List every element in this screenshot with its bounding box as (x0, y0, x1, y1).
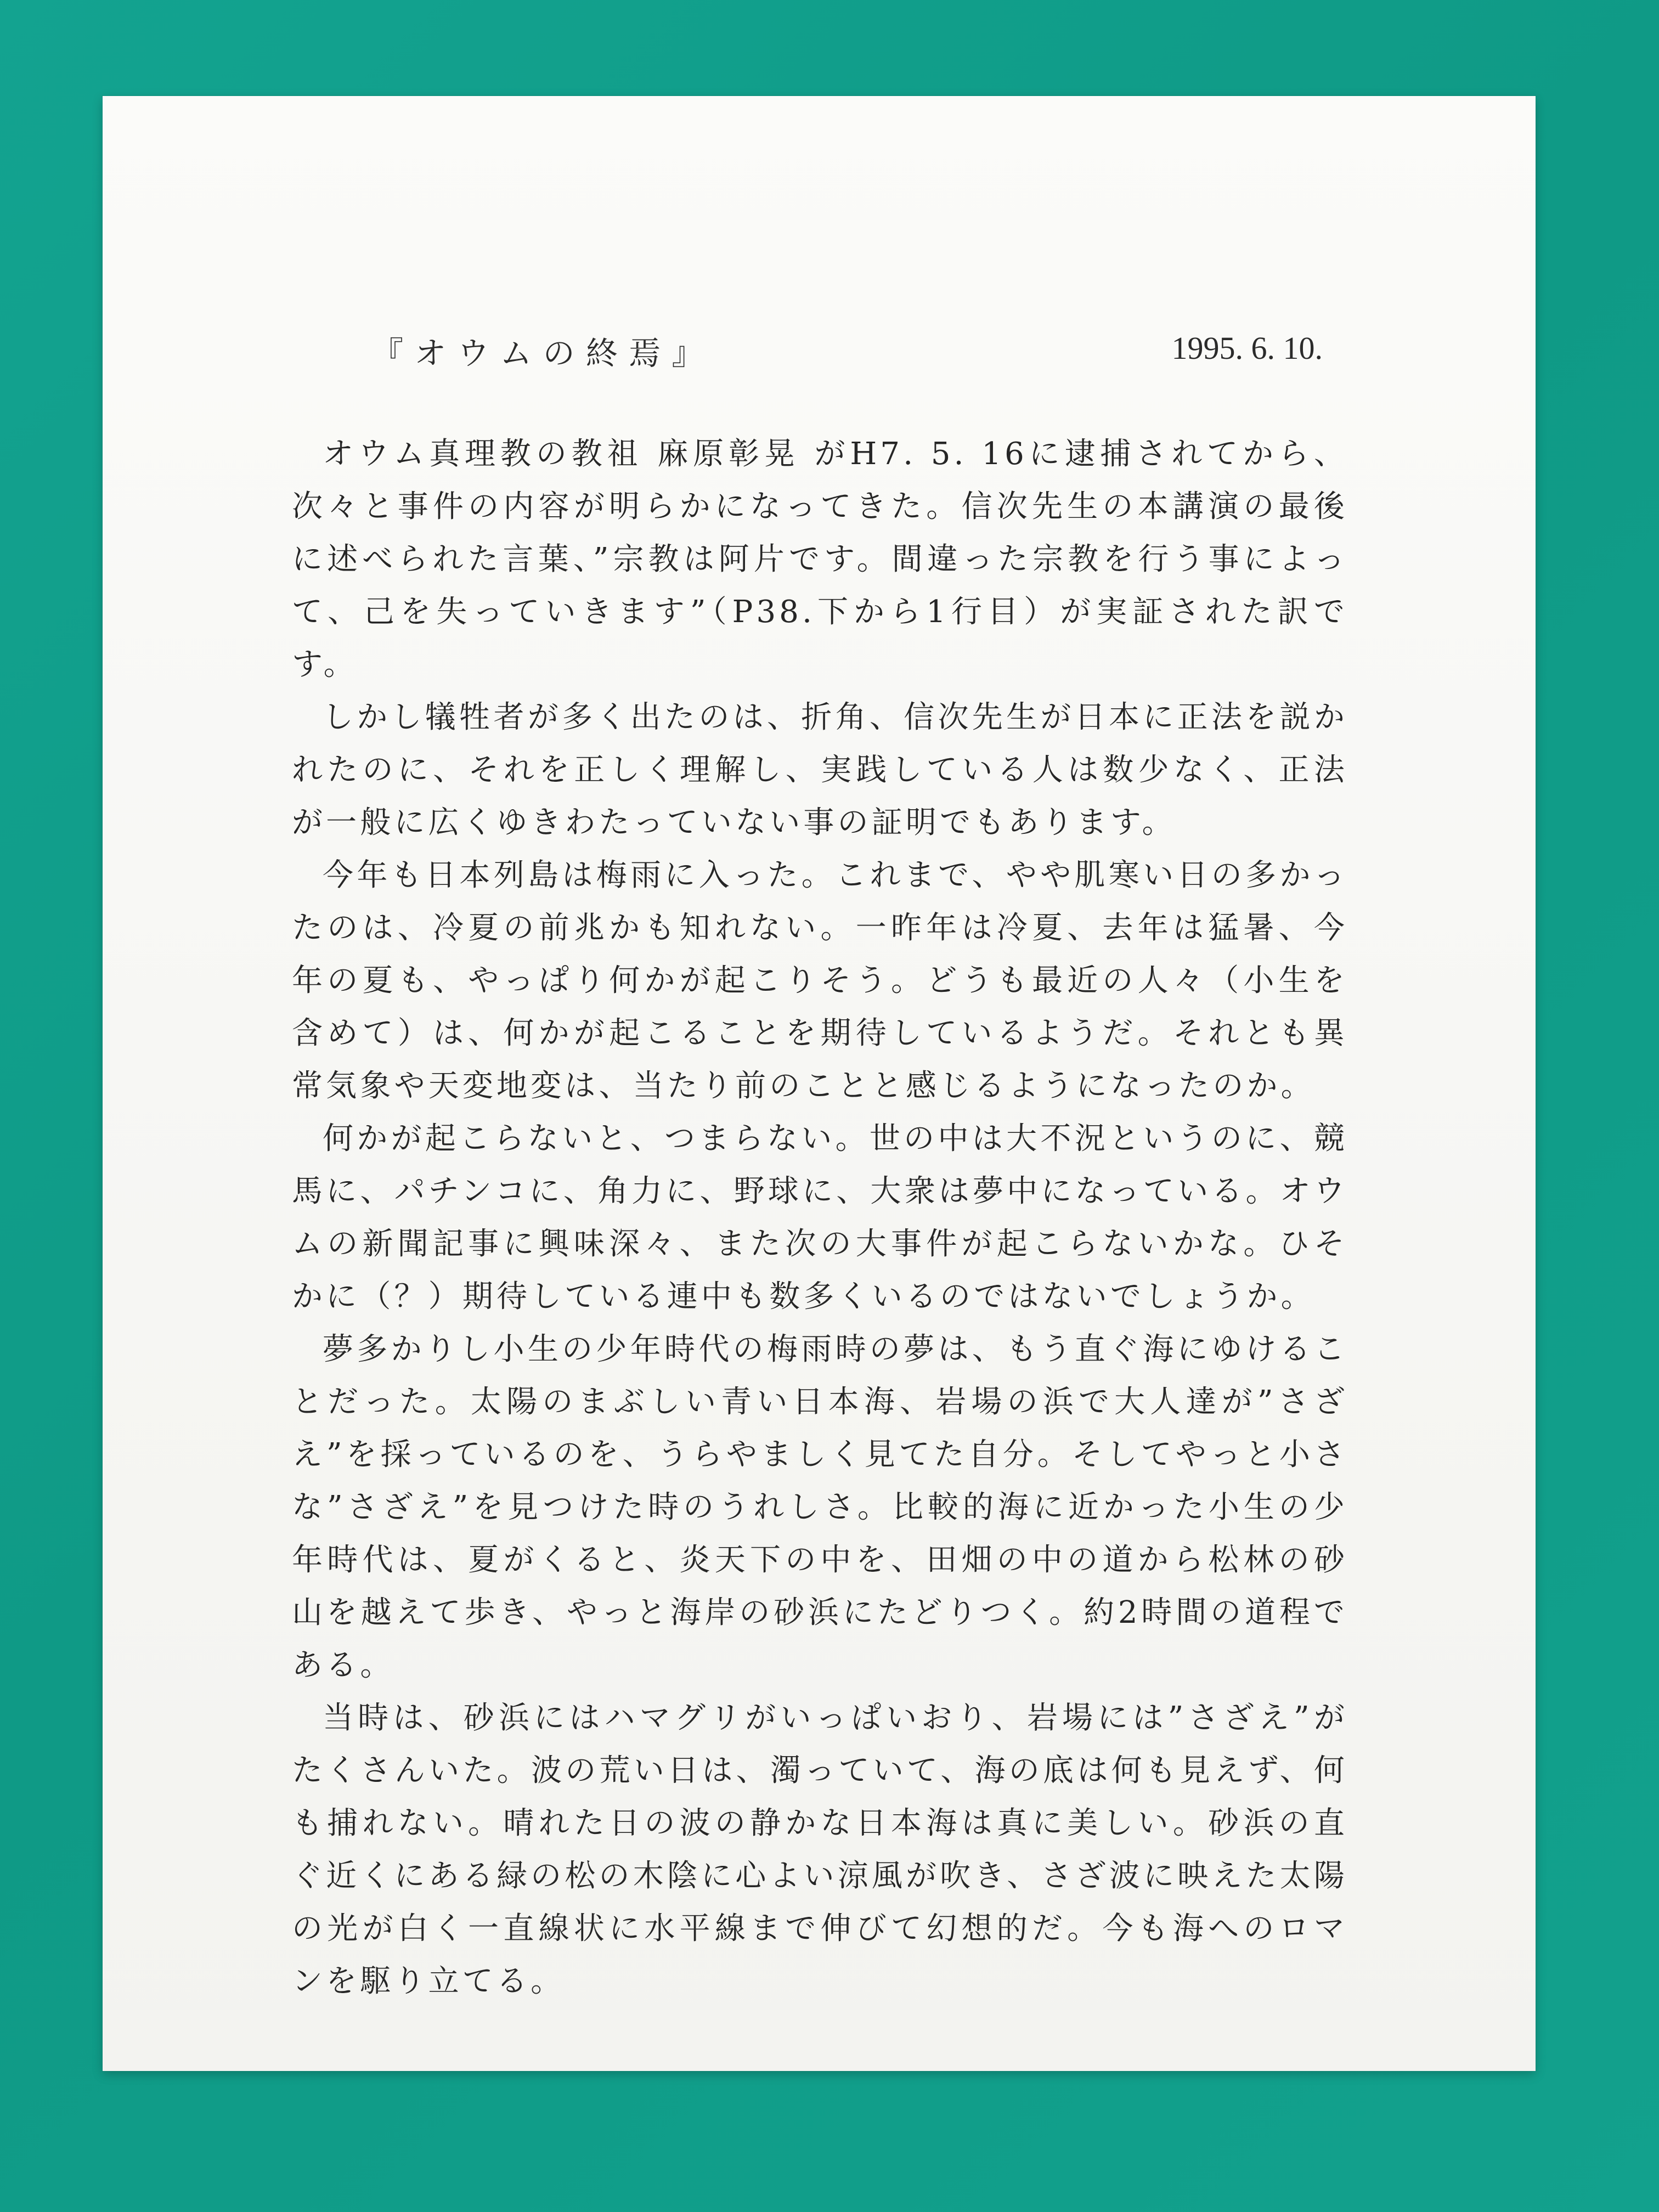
paragraph: 今年も日本列島は梅雨に入った。これまで、やや肌寒い日の多かったのは、冷夏の前兆かも知れない。一昨年は冷夏、去年は猛暑、今年の夏も、やっぱり何かが起こりそう。どうも最近の人々（小生を含めて）は、何かが起こることを期待しているようだ。それとも異常気象や天変地変は、当たり前のことと感じるようになったのか。 (292, 857, 1348, 1104)
paragraph: 当時は、砂浜にはハマグリがいっぱいおり、岩場には”さざえ”がたくさんいた。波の荒い日は、濁っていて、海の底は何も見えず、何も捕れない。晴れた日の波の静かな日本海は真に美しい。砂浜の直ぐ近くにある緑の松の木陰に心よい涼風が吹き、さざ波に映えた太陽の光が白く一直線状に水平線まで伸びて幻想的だ。今も海へのロマンを駆り立てる。 (292, 1700, 1348, 1999)
paragraph: しかし犠牲者が多く出たのは、折角、信次先生が日本に正法を説かれたのに、それを正しく理解し、実践している人は数少なく、正法が一般に広くゆきわたっていない事の証明でもあります。 (292, 699, 1348, 840)
document-body (292, 428, 1348, 2008)
paragraph: オウム真理教の教祖 麻原彰晃 がH7. 5. 16に逮捕されてから、次々と事件の内容が明らかになってきた。信次先生の本講演の最後に述べられた言葉、”宗教は阿片です。間違った宗教を行う事によって、己を失っていきます”（P38.下から1行目）が実証された訳です。 (292, 436, 1348, 682)
document-header (103, 328, 1536, 393)
paragraph: 夢多かりし小生の少年時代の梅雨時の夢は、もう直ぐ海にゆけることだった。太陽のまぶしい青い日本海、岩場の浜で大人達が”さざえ”を採っているのを、うらやましく見てた自分。そしてやっと小さな”さざえ”を見つけた時のうれしさ。比較的海に近かった小生の少年時代は、夏がくると、炎天下の中を、田畑の中の道から松林の砂山を越えて歩き、やっと海岸の砂浜にたどりつく。約2時間の道程である。 (292, 1331, 1348, 1683)
paper-sheet (103, 96, 1536, 2071)
paragraph: 何かが起こらないと、つまらない。世の中は大不況というのに、競馬に、パチンコに、角力に、野球に、大衆は夢中になっている。オウムの新聞記事に興味深々、また次の大事件が起こらないかな。ひそかに（？）期待している連中も数多くいるのではないでしょうか。 (292, 1121, 1348, 1314)
document-title: 『オウムの終焉』 (371, 335, 715, 372)
document-date: 1995. 6. 10. (1171, 330, 1323, 366)
